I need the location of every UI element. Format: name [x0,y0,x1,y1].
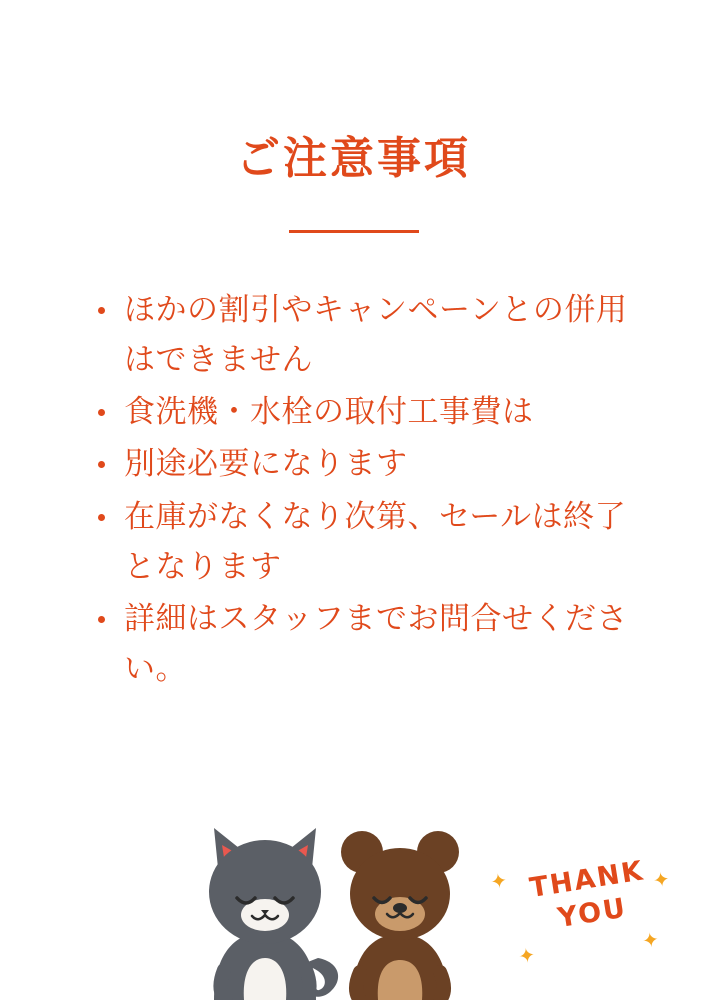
sparkle-icon: ✦ [639,925,663,953]
list-item: 別途必要になります [96,439,649,489]
thank-you-line2: YOU [555,891,629,934]
sparkle-icon: ✦ [650,865,673,893]
list-item: 食洗機・水栓の取付工事費は [96,387,649,437]
title-divider-wrap [0,230,707,233]
bear-icon [341,831,459,1000]
notes-list [0,285,707,695]
page-title: ご注意事項 [236,133,471,184]
sparkle-icon: ✦ [488,867,511,894]
sparkle-icon: ✦ [516,941,539,968]
thank-you-line1: THANK [527,854,647,904]
list-item: 詳細はスタッフまでお問合せください。 [96,594,649,694]
list-item: ほかの割引やキャンペーンとの併用はできません [96,285,649,385]
title-divider [289,230,419,233]
cat-icon [209,828,338,1000]
list-item: 在庫がなくなり次第、セールは終了となります [96,492,649,592]
